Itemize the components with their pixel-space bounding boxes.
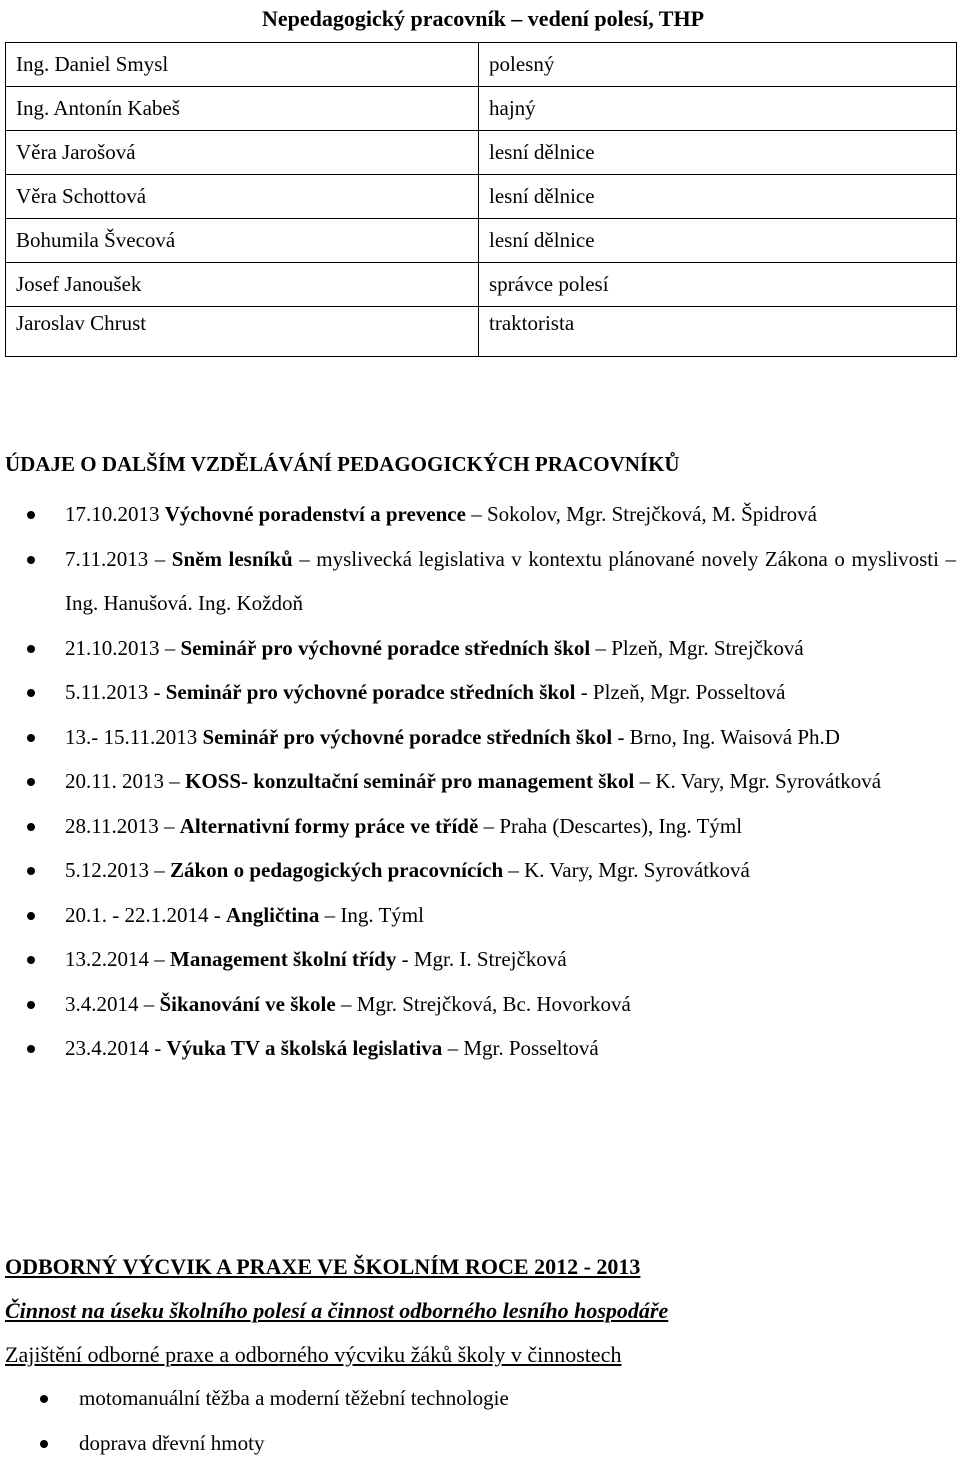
bullet-icon [27, 778, 35, 786]
list-item [0, 1376, 960, 1421]
course-title: Seminář pro výchovné poradce středních škol [202, 724, 613, 749]
course-date: 20.1. - 22.1.2014 - [65, 902, 226, 927]
course-date: 21.10.2013 – [65, 635, 181, 660]
course-date: 5.11.2013 - [65, 680, 166, 704]
table-row [6, 87, 957, 131]
bullet-icon [40, 1395, 48, 1403]
table-row [6, 219, 957, 263]
bullet-icon [27, 1045, 35, 1053]
course-details: – Mgr. Posseltová [442, 1036, 599, 1060]
bullet-icon [40, 1440, 48, 1448]
course-details: – Plzeň, Mgr. Strejčková [590, 635, 804, 660]
course-date: 17.10.2013 [65, 502, 165, 526]
course-title: Šikanování ve škole [159, 991, 336, 1016]
staff-name: Josef Janoušek [6, 263, 479, 307]
education-heading: ÚDAJE O DALŠÍM VZDĚLÁVÁNÍ PEDAGOGICKÝCH PRACOVNÍKŮ [5, 452, 680, 476]
bullet-icon [27, 867, 35, 875]
course-date: 20.11. 2013 – [65, 769, 185, 793]
list-item [0, 759, 960, 804]
staff-role: lesní dělnice [479, 219, 957, 263]
course-details: – Mgr. Strejčková, Bc. Hovorková [335, 991, 631, 1016]
list-item [0, 982, 960, 1027]
list-item [0, 804, 960, 849]
list-item [0, 715, 960, 760]
list-item [0, 626, 960, 671]
list-item [0, 492, 960, 537]
course-date: 23.4.2014 - [65, 1036, 167, 1060]
course-date: 28.11.2013 – [65, 813, 180, 838]
training-subheading: Činnost na úseku školního polesí a činnost odborného lesního hospodáře [5, 1298, 669, 1323]
training-heading: ODBORNÝ VÝCVIK A PRAXE VE ŠKOLNÍM ROCE 2012 - 2013 [5, 1254, 641, 1279]
list-item [0, 537, 960, 626]
bullet-icon [27, 823, 35, 831]
course-date: 7.11.2013 – [65, 546, 172, 571]
course-details: - Brno, Ing. Waisová Ph.D [612, 724, 840, 749]
staff-name: Jaroslav Chrust [6, 307, 479, 357]
staff-name: Ing. Antonín Kabeš [6, 87, 479, 131]
course-title: Seminář pro výchovné poradce středních škol [165, 680, 576, 704]
education-list [0, 492, 960, 1071]
course-date: 5.12.2013 – [65, 858, 170, 882]
bullet-icon [27, 956, 35, 964]
training-subheading-practice: Zajištění odborné praxe a odborného výcviku žáků školy v činnostech [5, 1342, 622, 1367]
list-item [0, 1026, 960, 1071]
bullet-icon [27, 556, 35, 564]
course-details: – myslivecká legislativa v kontextu plánované novely Zákona o myslivosti – Ing. Hanušová. Ing. Koždoň [65, 546, 956, 615]
training-list [0, 1376, 960, 1466]
course-details: - Plzeň, Mgr. Posseltová [575, 680, 786, 704]
table-row [6, 131, 957, 175]
course-details: - Mgr. I. Strejčková [396, 947, 567, 971]
course-title: Seminář pro výchovné poradce středních škol [180, 635, 591, 660]
table-row [6, 263, 957, 307]
bullet-icon [27, 1001, 35, 1009]
staff-role: lesní dělnice [479, 175, 957, 219]
table-row [6, 43, 957, 87]
staff-role: polesný [479, 43, 957, 87]
table-row [6, 175, 957, 219]
bullet-icon [27, 645, 35, 653]
bullet-icon [27, 912, 35, 920]
course-details: – Ing. Týml [319, 902, 424, 927]
bullet-icon [27, 511, 35, 519]
bullet-icon [27, 689, 35, 697]
course-date: 13.2.2014 – [65, 947, 170, 971]
course-title: Výuka TV a školská legislativa [166, 1036, 443, 1060]
course-title: Sněm lesníků [171, 546, 293, 571]
course-title: Alternativní formy práce ve třídě [179, 813, 479, 838]
training-item: motomanuální těžba a moderní těžební technologie [79, 1386, 509, 1410]
training-item: doprava dřevní hmoty [79, 1431, 265, 1455]
staff-role: hajný [479, 87, 957, 131]
staff-table [5, 42, 957, 357]
staff-name: Ing. Daniel Smysl [6, 43, 479, 87]
table-row [6, 307, 957, 357]
staff-name: Věra Schottová [6, 175, 479, 219]
course-details: – K. Vary, Mgr. Syrovátková [634, 769, 882, 793]
list-item [0, 848, 960, 893]
staff-table-title: Nepedagogický pracovník – vedení polesí, THP [261, 6, 705, 31]
course-title: Management školní třídy [170, 947, 397, 971]
list-item [0, 1421, 960, 1466]
staff-role: správce polesí [479, 263, 957, 307]
course-date: 13.- 15.11.2013 [65, 724, 203, 749]
staff-role: lesní dělnice [479, 131, 957, 175]
course-details: – Sokolov, Mgr. Strejčková, M. Špidrová [465, 502, 817, 526]
course-details: – K. Vary, Mgr. Syrovátková [503, 858, 750, 882]
list-item [0, 670, 960, 715]
list-item [0, 893, 960, 938]
course-title: KOSS- konzultační seminář pro management škol [184, 769, 635, 793]
course-title: Zákon o pedagogických pracovnících [170, 858, 504, 882]
course-title: Angličtina [226, 902, 320, 927]
staff-name: Bohumila Švecová [6, 219, 479, 263]
course-title: Výchovné poradenství a prevence [164, 502, 466, 526]
bullet-icon [27, 734, 35, 742]
list-item [0, 937, 960, 982]
staff-role: traktorista [479, 307, 957, 357]
staff-name: Věra Jarošová [6, 131, 479, 175]
course-date: 3.4.2014 – [65, 991, 160, 1016]
course-details: – Praha (Descartes), Ing. Týml [478, 813, 743, 838]
